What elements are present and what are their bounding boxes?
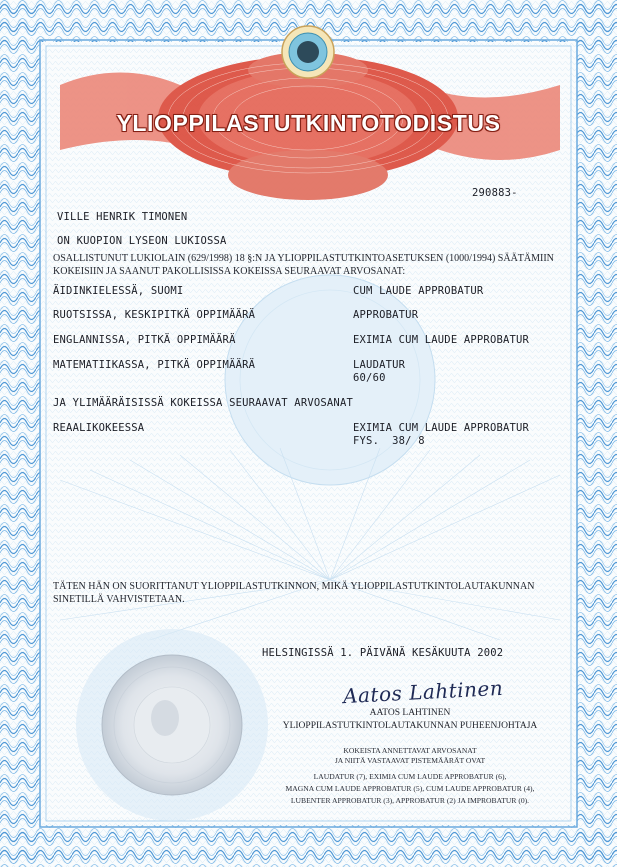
grade-scale-line-3: LUBENTER APPROBATUR (3), APPROBATUR (2) JA IMPROBATUR (0). bbox=[290, 796, 530, 805]
grade-scale-heading-1: KOKEISTA ANNETTAVAT ARVOSANAT bbox=[343, 746, 477, 755]
exam-subject: ÄIDINKIELESSÄ, SUOMI bbox=[53, 285, 184, 297]
intro-line-2: KOKEISIIN JA SAANUT PAKOLLISISSA KOKEISSA SEURAAVAT ARVOSANAT: bbox=[53, 266, 406, 277]
exam-points: FYS. 38/ 8 bbox=[353, 435, 425, 447]
completion-line-2: SINETILLÄ VAHVISTETAAN. bbox=[53, 594, 185, 605]
signatory-title: YLIOPPILASTUTKINTOLAUTAKUNNAN PUHEENJOHTAJA bbox=[282, 721, 538, 731]
exam-grade: EXIMIA CUM LAUDE APPROBATUR bbox=[353, 422, 530, 434]
exam-points: 60/60 bbox=[353, 372, 386, 384]
school-line: ON KUOPION LYSEON LUKIOSSA bbox=[57, 235, 227, 247]
certificate-title: YLIOPPILASTUTKINTOTODISTUS bbox=[116, 110, 501, 136]
exam-subject: RUOTSISSA, KESKIPITKÄ OPPIMÄÄRÄ bbox=[53, 309, 256, 321]
exam-grade: APPROBATUR bbox=[353, 309, 419, 321]
completion-line-1: TÄTEN HÄN ON SUORITTANUT YLIOPPILASTUTKINNON, MIKÄ YLIOPPILASTUTKINTOLAUTAKUNNAN bbox=[53, 581, 535, 592]
serial-number: 290883- bbox=[472, 187, 518, 199]
exam-grade: EXIMIA CUM LAUDE APPROBATUR bbox=[353, 334, 530, 346]
grade-scale-heading-2: JA NIITÄ VASTAAVAT PISTEMÄÄRÄT OVAT bbox=[334, 756, 486, 765]
grade-scale-line-1: LAUDATUR (7), EXIMIA CUM LAUDE APPROBATUR (6), bbox=[313, 772, 507, 781]
exam-grade: CUM LAUDE APPROBATUR bbox=[353, 285, 484, 297]
intro-line-1: OSALLISTUNUT LUKIOLAIN (629/1998) 18 §:N JA YLIOPPILASTUTKINTOASETUKSEN (1000/1994) SÄÄTÄMIIN bbox=[53, 253, 554, 264]
signatory-name: AATOS LAHTINEN bbox=[369, 708, 451, 718]
grade-scale-line-2: MAGNA CUM LAUDE APPROBATUR (5), CUM LAUDE APPROBATUR (4), bbox=[285, 784, 535, 793]
exam-subject: ENGLANNISSA, PITKÄ OPPIMÄÄRÄ bbox=[53, 334, 236, 346]
exam-subject: MATEMATIIKASSA, PITKÄ OPPIMÄÄRÄ bbox=[53, 359, 256, 371]
exam-grade: LAUDATUR bbox=[353, 359, 406, 371]
candidate-name: VILLE HENRIK TIMONEN bbox=[57, 211, 188, 223]
place-and-date: HELSINGISSÄ 1. PÄIVÄNÄ KESÄKUUTA 2002 bbox=[262, 647, 504, 659]
exam-subject: REAALIKOKEESSA bbox=[53, 422, 145, 434]
extra-exams-heading: JA YLIMÄÄRÄISISSÄ KOKEISSA SEURAAVAT ARVOSANAT bbox=[53, 397, 353, 409]
handwritten-signature: Aatos Lahtinen bbox=[342, 675, 504, 709]
